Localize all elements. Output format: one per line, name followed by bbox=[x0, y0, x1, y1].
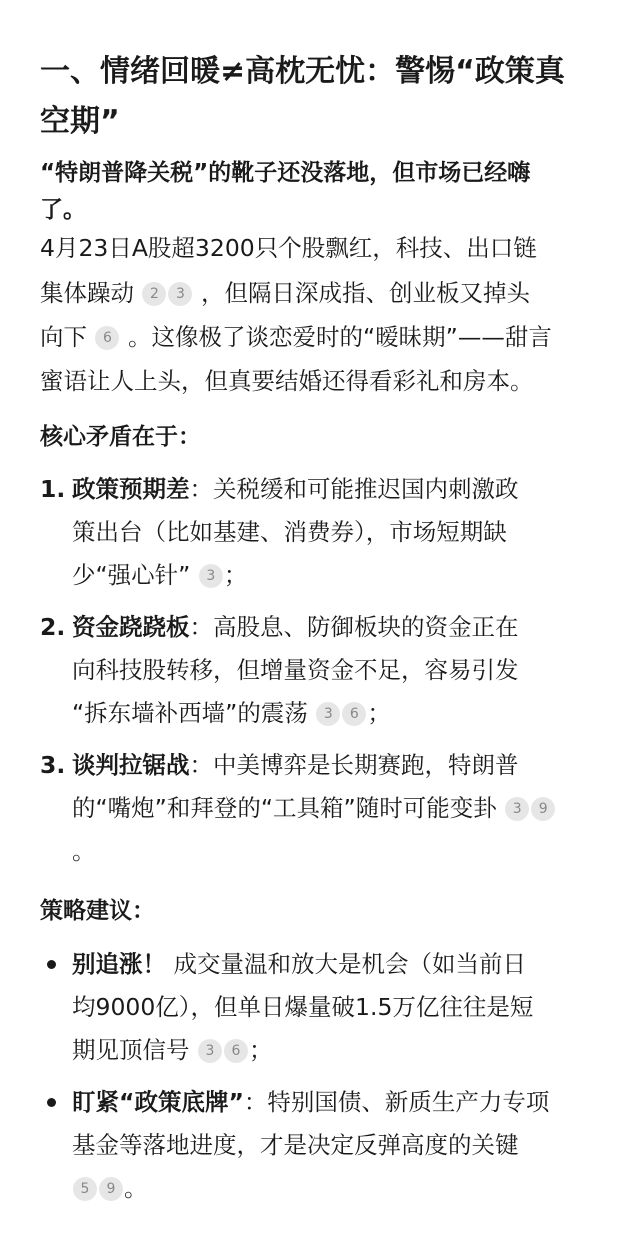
intro-line-2 bbox=[40, 276, 530, 310]
intro-line-4: 蜜语让人上头，但真要结婚还得看彩礼和房本。 bbox=[40, 367, 534, 395]
strategy-item-text: 期见顶信号 bbox=[72, 1036, 190, 1064]
core-item-text: “拆东墙补西墙”的震荡 bbox=[72, 699, 308, 727]
citation-badge[interactable]: 6 bbox=[224, 1039, 248, 1063]
strategy-item-2-line-1 bbox=[72, 1085, 549, 1119]
core-item-text: ； bbox=[223, 561, 248, 589]
strategy-item-text: 成交量温和放大是机会（如当前日 bbox=[166, 950, 526, 978]
core-item-text: 少“强心针” bbox=[72, 561, 191, 589]
intro-text: 集体躁动 bbox=[40, 279, 134, 307]
core-item-2-line-2: 向科技股转移，但增量资金不足，容易引发 bbox=[72, 656, 519, 684]
intro-text: 。这像极了谈恋爱时的“暧昧期”——甜言 bbox=[127, 323, 552, 351]
core-item-3-line-3: 。 bbox=[72, 837, 96, 865]
core-heading: 核心矛盾在于： bbox=[40, 424, 201, 450]
citation-badge[interactable]: 3 bbox=[316, 702, 340, 726]
citation-badge[interactable]: 9 bbox=[99, 1177, 123, 1201]
citation-badge[interactable]: 2 bbox=[142, 282, 166, 306]
strategy-item-text: ； bbox=[248, 1036, 273, 1064]
lead-line-1: “特朗普降关税”的靴子还没落地，但市场已经嗨 bbox=[40, 160, 531, 186]
intro-line-3 bbox=[40, 320, 552, 354]
citation-badge[interactable]: 5 bbox=[73, 1177, 97, 1201]
citation-badge[interactable]: 6 bbox=[342, 702, 366, 726]
strategy-item-title: 盯紧“政策底牌” bbox=[72, 1088, 244, 1116]
strategy-item-1-line-1 bbox=[72, 947, 526, 981]
core-item-text: ； bbox=[367, 699, 391, 727]
lead-line-2: 了。 bbox=[40, 197, 86, 223]
core-item-3-line-1 bbox=[72, 748, 519, 782]
core-item-text: ：高股息、防御板块的资金正在 bbox=[189, 613, 519, 641]
citation-badge[interactable]: 3 bbox=[505, 797, 529, 821]
strategy-heading: 策略建议： bbox=[40, 898, 155, 924]
core-item-title: 政策预期差 bbox=[72, 475, 190, 503]
intro-text: 向下 bbox=[40, 323, 87, 351]
citation-badge[interactable]: 3 bbox=[199, 564, 223, 588]
core-item-1-line-1 bbox=[72, 472, 519, 506]
section-heading-line-2: 空期” bbox=[40, 104, 120, 139]
intro-line-1: 4月23日A股超3200只个股飘红，科技、出口链 bbox=[40, 234, 537, 262]
citation-badge[interactable]: 3 bbox=[198, 1039, 222, 1063]
core-item-title: 谈判拉锯战 bbox=[72, 751, 190, 779]
strategy-item-2-line-3 bbox=[72, 1171, 148, 1205]
citation-badge[interactable]: 3 bbox=[168, 282, 192, 306]
core-item-title: 资金跷跷板 bbox=[72, 613, 190, 641]
bullet-dot bbox=[47, 1098, 56, 1107]
strategy-item-1-line-3 bbox=[72, 1033, 272, 1067]
intro-text: ，但隔日深成指、创业板又掉头 bbox=[200, 279, 530, 307]
core-item-1-line-2: 策出台（比如基建、消费券），市场短期缺 bbox=[72, 518, 507, 546]
core-item-1-line-3 bbox=[72, 558, 247, 592]
strategy-item-text: 。 bbox=[124, 1174, 148, 1202]
citation-badge[interactable]: 9 bbox=[531, 797, 555, 821]
strategy-item-text: ：特别国债、新质生产力专项 bbox=[243, 1088, 550, 1116]
strategy-item-title: 别追涨！ bbox=[72, 950, 166, 978]
citation-badge[interactable]: 6 bbox=[95, 326, 119, 350]
list-number: 2. bbox=[40, 613, 66, 641]
core-item-2-line-1 bbox=[72, 610, 519, 644]
list-number: 1. bbox=[40, 475, 66, 503]
bullet-dot bbox=[47, 960, 56, 969]
strategy-item-1-line-2: 均9000亿），但单日爆量破1.5万亿往往是短 bbox=[72, 993, 534, 1021]
core-item-text: ：关税缓和可能推迟国内刺激政 bbox=[189, 475, 519, 503]
section-heading-line-1: 一、情绪回暖≠高枕无忧：警惕“政策真 bbox=[40, 54, 565, 89]
core-item-text: ：中美博弈是长期赛跑，特朗普 bbox=[189, 751, 519, 779]
core-item-text: 的“嘴炮”和拜登的“工具箱”随时可能变卦 bbox=[72, 794, 497, 822]
core-item-2-line-3 bbox=[72, 696, 391, 730]
strategy-item-2-line-2: 基金等落地进度，才是决定反弹高度的关键 bbox=[72, 1131, 519, 1159]
list-number: 3. bbox=[40, 751, 66, 779]
core-item-3-line-2 bbox=[72, 791, 556, 825]
